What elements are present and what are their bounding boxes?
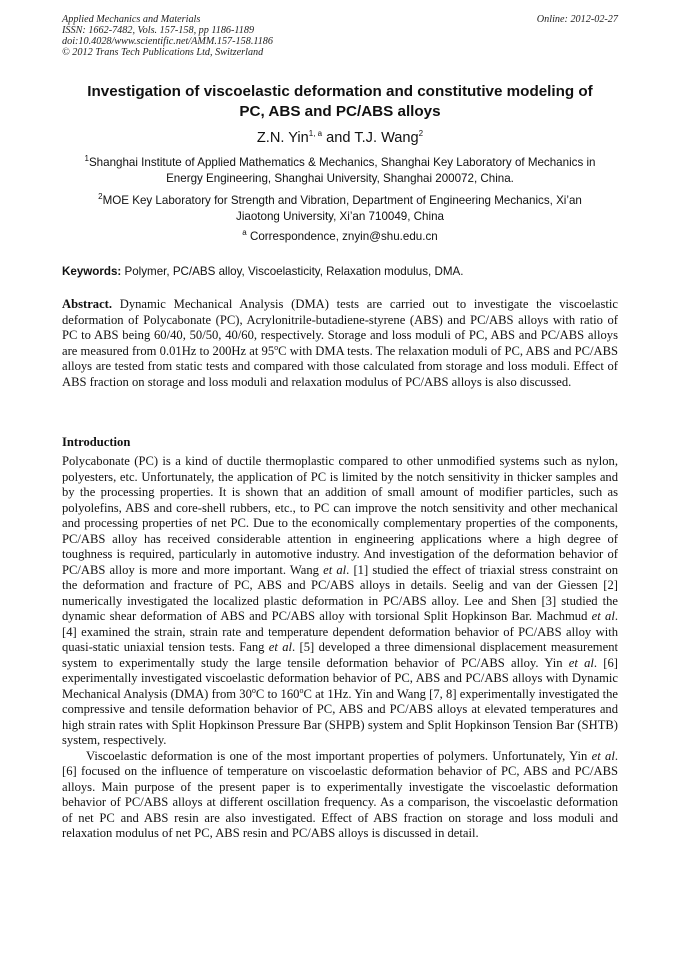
correspondence	[62, 229, 618, 245]
paper-title	[40, 82, 640, 122]
journal-name: Applied Mechanics and Materials	[62, 14, 201, 25]
correspondence-email: Correspondence, znyin@shu.edu.cn	[246, 230, 438, 243]
degree-sup: o	[299, 685, 304, 695]
issn-line: ISSN: 1662-7482, Vols. 157-158, pp 1186-1189	[62, 25, 255, 36]
et-al: et al	[591, 748, 615, 763]
intro-text: . [5] developed a three dimensional displacement measurement system to experimentally study the large tensile deformation behavior of PC/ABS alloy. Yin	[62, 640, 618, 670]
intro-text: C to 160	[255, 686, 300, 701]
intro-text: . [1] studied the effect of triaxial stress constraint on the deformation and fracture of PC, ABS and PC/ABS alloys in details. Seelig and van der Giessen [2] numerically investigated the localized plastic deformation in PC/ABS alloy. Lee and Shen [3] studied the dynamic shear deformation of ABS and PC/ABS alloy with torsional Split Hopkinson Bar. Machmud	[62, 562, 618, 623]
et-al: et al	[323, 562, 347, 577]
journal-header	[62, 14, 618, 58]
intro-text: Polycabonate (PC) is a kind of ductile thermoplastic compared to other unmodified systems such as nylon, polyesters, etc. Unfortunately, the application of PC is limited by the notch sensitivity in thicker samples and by the processing properties. It is shown that an addition of small amount of modifier particles, such as polyolefins, ABS and core-shell rubbers, etc., to PC can improve the notch sensitivity and other mechanical and processing properties of net PC. Due to the economically complementary properties of the components, PC/ABS alloy has received considerable attention in engineering applications where a high degree of toughness is required, particularly in automotive industry. And investigation of the deformation behavior of PC/ABS alloy is more and more important. Wang	[62, 454, 618, 577]
et-al: et al	[591, 609, 615, 623]
affiliation-2	[62, 193, 618, 225]
et-al: et al	[268, 640, 293, 654]
intro-text: . [6] focused on the influence of temperature on viscoelastic deformation behavior of PC, ABS and PC/ABS alloys. Main purpose of the present paper is to experimentally investigate the viscoelastic deformation behavior of PC/ABS alloys at different oscillation frequency. As a comparison, the viscoelastic deformation of net PC and ABS resin are also investigated. Effect of ABS fraction on storage and loss moduli and relaxation modulus of net PC, ABS resin and PC/ABS alloys is discussed in detail.	[62, 748, 618, 840]
intro-text: . [6] experimentally investigated viscoelastic deformation behavior of PC, ABS and PC/ABS alloys with Dynamic Mechanical Analysis (DMA) from 30	[62, 655, 618, 701]
affiliation-2-line-2: Jiaotong University, Xi’an 710049, China	[236, 210, 444, 223]
introduction-body	[62, 454, 618, 842]
affiliation-2-marker: 2	[98, 192, 103, 202]
intro-text: Viscoelastic deformation is one of the most important properties of polymers. Unfortunately, Yin	[86, 748, 592, 763]
affiliation-1-line-2: Energy Engineering, Shanghai University, Shanghai 200072, China.	[166, 172, 514, 185]
affiliation-1-marker: 1	[84, 154, 89, 164]
title-line-1: Investigation of viscoelastic deformation and constitutive modeling of	[87, 83, 593, 100]
degree-sup: o	[274, 342, 279, 352]
keywords-label: Keywords:	[62, 265, 122, 278]
title-line-2: PC, ABS and PC/ABS alloys	[239, 103, 441, 120]
author-1: Z.N. Yin	[256, 130, 309, 146]
correspondence-marker: a	[242, 228, 247, 238]
author-2: and T.J. Wang	[322, 130, 419, 146]
intro-paragraph-1	[62, 454, 618, 749]
abstract	[62, 297, 618, 390]
online-date: Online: 2012-02-27	[536, 14, 618, 25]
abstract-text-1: Dynamic Mechanical Analysis (DMA) tests are carried out to investigate the viscoelastic deformation of Polycabonate (PC), Acrylonitrile-butadiene-styrene (ABS) and PC/ABS alloys with ratio of PC to ABS being 60/40, 50/50, 40/60, respectively. Storage and loss moduli of PC, ABS and PC/ABS alloys are measured from 0.01Hz to 200Hz at 95	[62, 297, 618, 358]
affiliation-1	[62, 155, 618, 187]
author-1-marker: 1, a	[308, 129, 323, 139]
intro-text: . [4] examined the strain, strain rate and temperature dependent deformation behavior of PC/ABS alloy with quasi-static uniaxial tension tests. Fang	[62, 609, 618, 654]
keywords	[62, 265, 618, 279]
intro-text: C at 1Hz. Yin and Wang [7, 8] experimentally investigated the compressive and tensile deformation behavior of PC, ABS and PC/ABS alloys at elevated temperatures and high strain rates with Split Hopkinson Pressure Bar (SHPB) system and Split Hopkinson Tension Bar (SHTB) system, respectively.	[62, 686, 618, 747]
author-2-marker: 2	[418, 129, 424, 139]
affiliation-2-line-1: MOE Key Laboratory for Strength and Vibration, Department of Engineering Mechanics, Xi’an	[102, 194, 582, 207]
abstract-text-2: C with DMA tests. The relaxation moduli of PC, ABS and PC/ABS alloys are tested from static tests and compared with those calculated from storage and loss moduli. Effect of ABS fraction on storage and loss moduli and relaxation modulus of PC/ABS alloys is also discussed.	[62, 343, 618, 389]
section-heading-introduction: Introduction	[62, 435, 131, 449]
affiliation-1-line-1: Shanghai Institute of Applied Mathematics & Mechanics, Shanghai Key Laboratory of Mechanics in	[88, 156, 596, 169]
degree-sup: o	[251, 685, 256, 695]
intro-paragraph-2	[62, 749, 618, 842]
keywords-text: Polymer, PC/ABS alloy, Viscoelasticity, Relaxation modulus, DMA.	[121, 265, 464, 278]
abstract-label: Abstract.	[62, 297, 113, 311]
doi-line: doi:10.4028/www.scientific.net/AMM.157-158.1186	[62, 36, 273, 47]
et-al: et al	[568, 655, 594, 670]
copyright-line: © 2012 Trans Tech Publications Ltd, Switzerland	[62, 47, 264, 58]
author-list	[40, 129, 640, 147]
